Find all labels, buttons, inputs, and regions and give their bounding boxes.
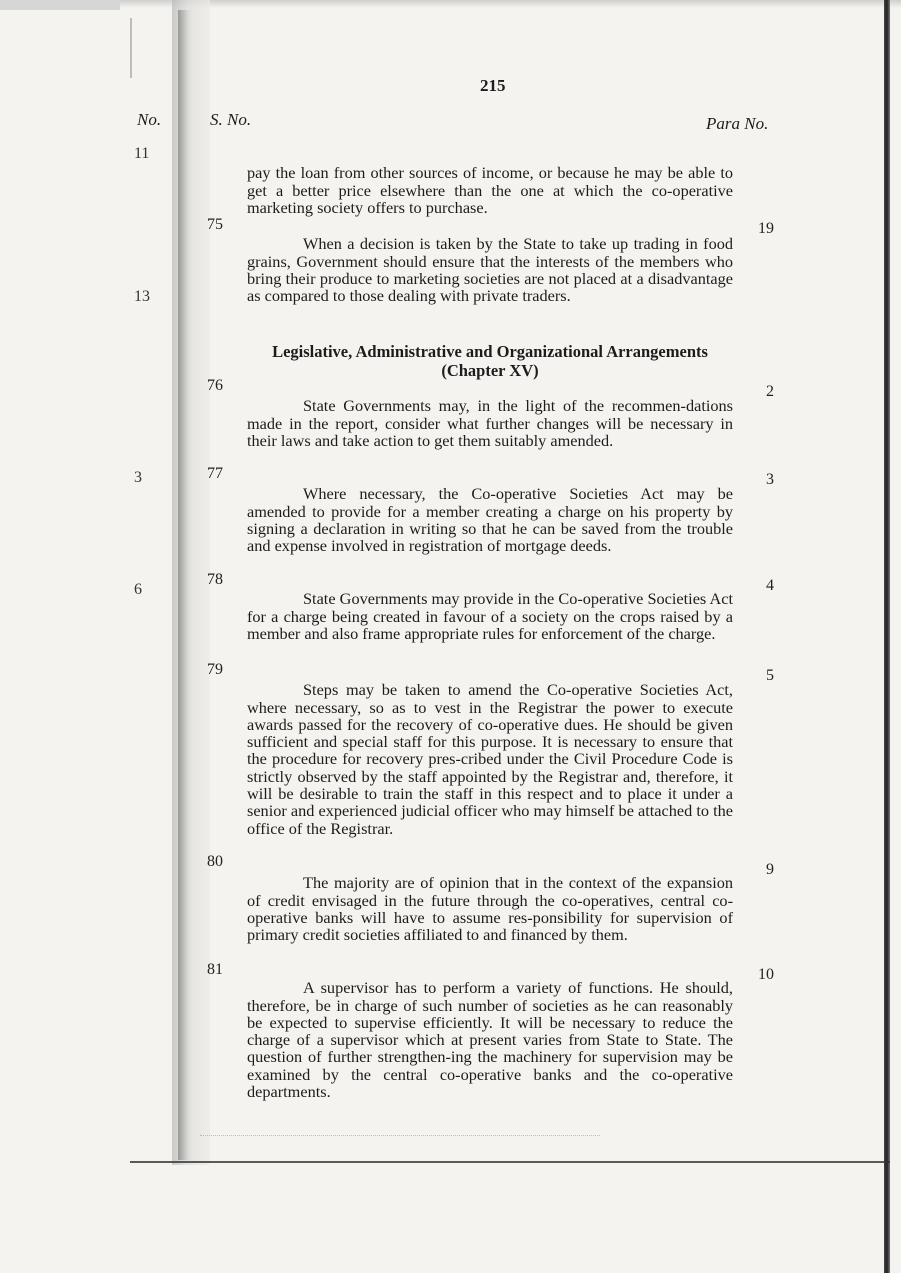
entry-para-number: 2 [766, 383, 774, 400]
section-heading-line1: Legislative, Administrative and Organizational Arrangements [272, 341, 708, 361]
entry-text: The majority are of opinion that in the context of the expansion of credit envisaged in the future through the co-operatives, central co-operative banks will have to assume res-ponsibility for supervision of primary credit societies affiliated to and financed by them. [247, 873, 733, 945]
margin-number: 3 [134, 469, 142, 486]
entry-continuation-text: pay the loan from other sources of income, or because he may be able to get a better price elsewhere than the one at which the co-operative marketing society offers to purchase. [247, 163, 733, 217]
entry-para-number: 3 [766, 471, 774, 488]
scan-top-shade [0, 0, 901, 8]
entry-serial-number: 78 [207, 571, 223, 588]
entry-text: State Governments may provide in the Co-operative Societies Act for a charge being created in favour of a society on the crops raised by a member and also frame appropriate rules for enforcement of the charge. [247, 589, 733, 643]
section-heading-line2: (Chapter XV) [441, 360, 539, 380]
margin-number: 11 [134, 145, 150, 162]
entry-serial-number: 81 [207, 961, 223, 978]
entry-serial-number: 80 [207, 853, 223, 870]
entry-text: When a decision is taken by the State to take up trading in food grains, Government should ensure that the interests of the members who bring their produce to marketing societies are not placed at a disadvantage as compared to those dealing with private traders. [247, 234, 733, 306]
entry-text: A supervisor has to perform a variety of functions. He should, therefore, be in charge of such number of societies as he can reasonably be expected to supervise efficiently. It will be necessary to reduce the charge of a supervisor which at present varies from State to State. The question of further strengthen-ing the machinery for supervision may be examined by the central co-operative banks and the co-operative departments. [247, 978, 733, 1102]
entry-text: Steps may be taken to amend the Co-operative Societies Act, where necessary, so as to vest in the Registrar the power to execute awards passed for the recovery of co-operative dues. He should be given sufficient and special staff for this purpose. It is necessary to ensure that the procedure for recovery pres-cribed under the Civil Procedure Code is strictly observed by the staff appointed by the Registrar and, therefore, it will be desirable to train the staff in this respect and to place it under a senior and experienced judicial officer who may himself be attached to the office of the Registrar. [247, 680, 733, 838]
entry-serial-number: 75 [207, 216, 223, 233]
column-header-no: No. [137, 110, 162, 129]
entry-para-number: 10 [758, 966, 774, 983]
entry-para-number: 9 [766, 861, 774, 878]
entry-serial-number: 77 [207, 465, 223, 482]
bottom-page-rule [130, 1161, 890, 1163]
entry-para-number: 4 [766, 577, 774, 594]
column-header-sno: S. No. [210, 110, 252, 129]
scan-top-bar [0, 0, 120, 10]
left-page-rule [130, 18, 132, 78]
entry-text: Where necessary, the Co-operative Societies Act may be amended to provide for a member creating a charge on his property by signing a declaration in writing so that he can be saved from the trouble and expense involved in registration of mortgage deeds. [247, 484, 733, 556]
entry-serial-number: 79 [207, 661, 223, 678]
entry-para-number: 19 [758, 220, 774, 237]
book-binding-line [178, 10, 192, 1160]
column-header-para-no: Para No. [706, 114, 769, 133]
entry-para-number: 5 [766, 667, 774, 684]
faint-footer-rule [200, 1135, 600, 1137]
page-number: 215 [480, 76, 506, 95]
margin-number: 6 [134, 581, 142, 598]
entry-serial-number: 76 [207, 377, 223, 394]
page-right-edge [884, 0, 890, 1273]
margin-number: 13 [134, 288, 150, 305]
entry-text: State Governments may, in the light of the recommen-dations made in the report, consider what further changes will be necessary in their laws and take action to get them suitably amended. [247, 396, 733, 450]
